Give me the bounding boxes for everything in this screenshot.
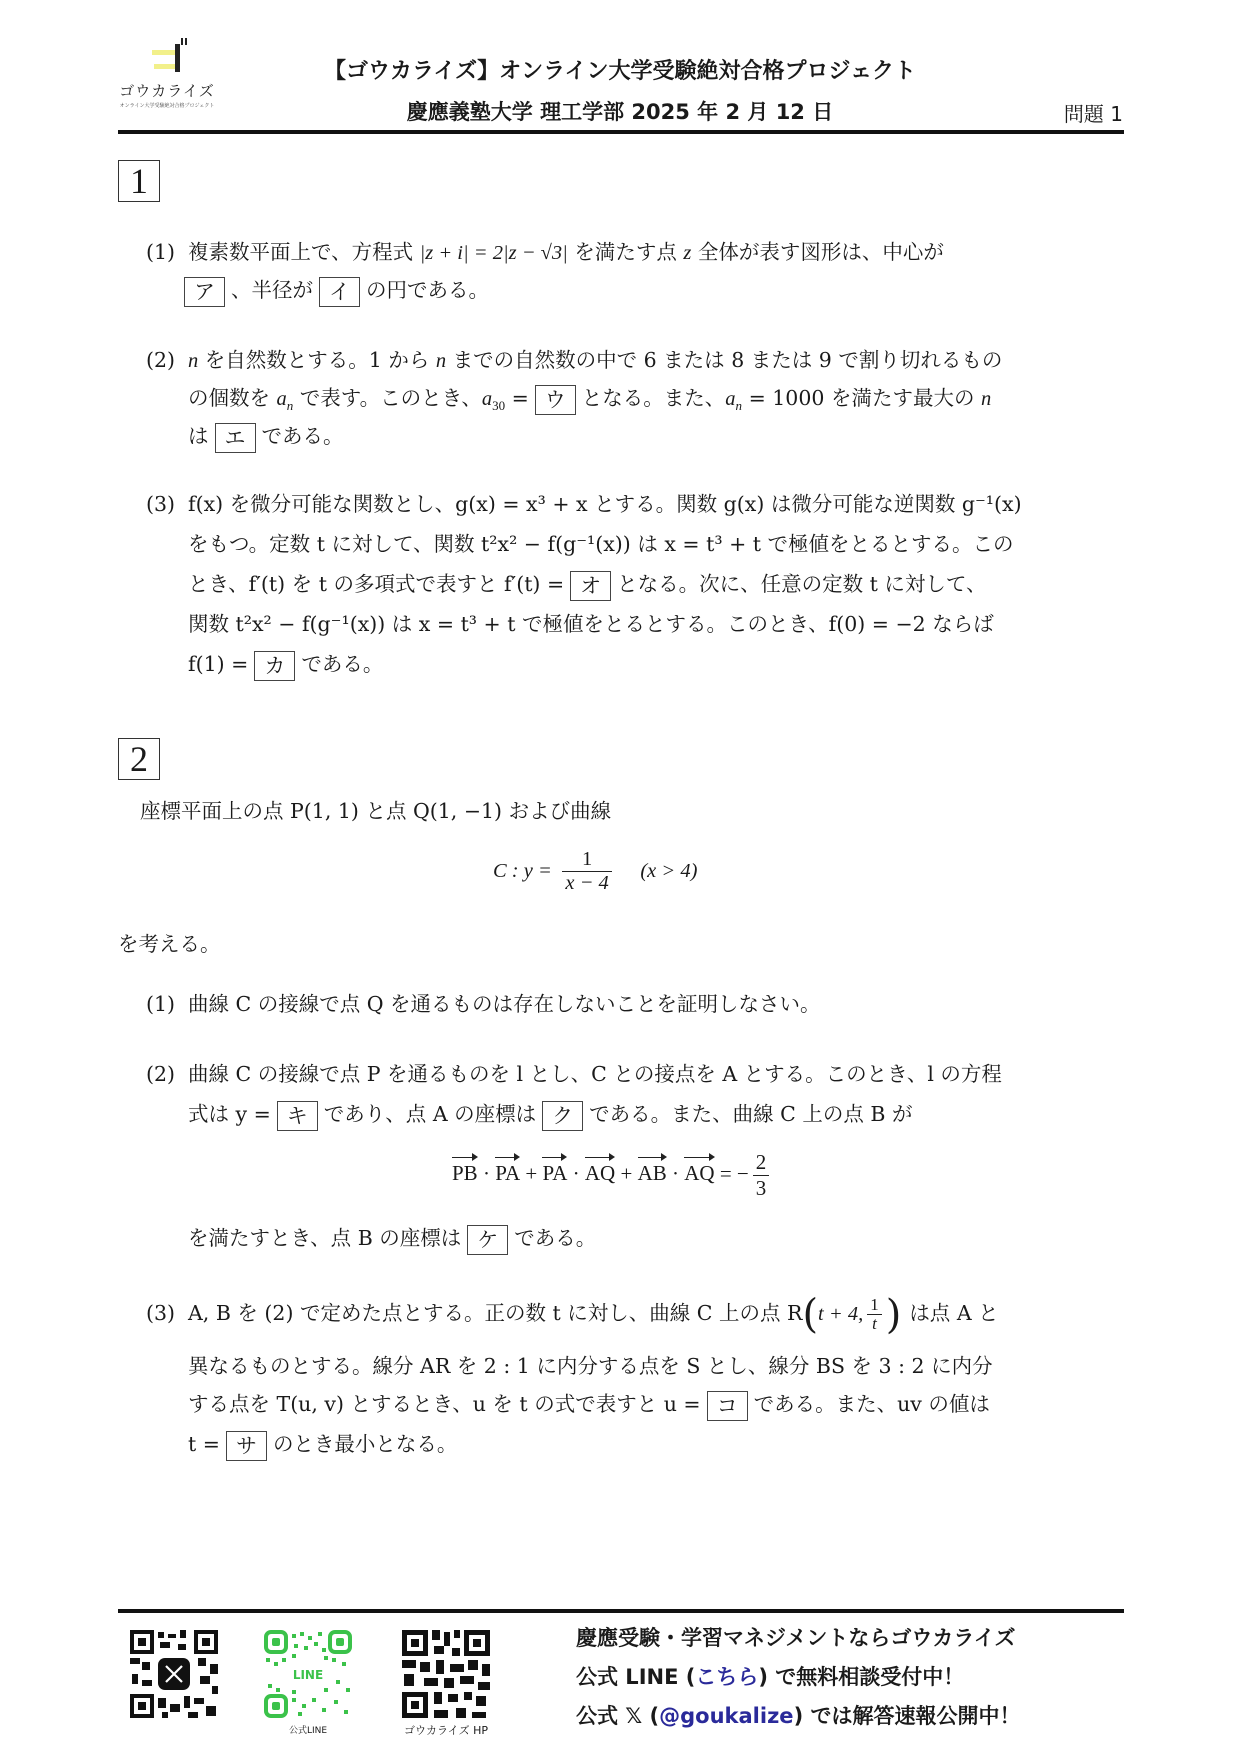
- text: t =: [188, 1432, 220, 1456]
- variable: a: [276, 388, 287, 410]
- s2-q3-line4: [188, 1430, 457, 1461]
- answer-box-sa[interactable]: サ: [226, 1431, 267, 1461]
- s1-q3-line2: をもつ。定数 t に対して、関数 t²x² − f(g⁻¹(x)) は x = t³ + t で極値をとるとする。この: [188, 532, 1014, 556]
- variable: n: [188, 350, 199, 372]
- section-number-1: 1: [118, 160, 160, 202]
- s1-q2-line2: [188, 384, 991, 420]
- question-number: (1): [146, 992, 176, 1016]
- text: 、半径が: [231, 278, 313, 302]
- point-r-x: t + 4,: [818, 1303, 864, 1325]
- curve-equation: [493, 848, 697, 895]
- s1-q1-line1: [146, 238, 944, 267]
- x-qr-code[interactable]: [128, 1628, 220, 1720]
- question-number: (2): [146, 348, 176, 372]
- question-number: (2): [146, 1062, 176, 1086]
- text: の円である。: [366, 278, 489, 302]
- text: とき、f′(t) を t の多項式で表すと f′(t) =: [188, 572, 565, 596]
- answer-box-ki[interactable]: キ: [277, 1101, 318, 1131]
- x-account-link[interactable]: @goukalize: [659, 1704, 794, 1728]
- fraction: [753, 1150, 770, 1201]
- vector-pb: PB: [452, 1161, 478, 1186]
- s2-q2-line1: [146, 1060, 1002, 1088]
- text: である。: [301, 652, 384, 676]
- text: であり、点 A の座標は: [323, 1102, 537, 1126]
- question-number: (1): [146, 240, 176, 264]
- text: である。: [514, 1226, 597, 1250]
- s2-consider: を考える。: [118, 932, 221, 956]
- homepage-qr-code[interactable]: [400, 1628, 492, 1720]
- homepage-qr-caption: ゴウカライズ HP: [404, 1724, 488, 1737]
- vector-pa: PA: [542, 1161, 568, 1186]
- section-number-2: 2: [118, 738, 160, 780]
- text: である。また、曲線 C 上の点 B が: [589, 1102, 913, 1126]
- text: となる。次に、任意の定数 t に対して、: [617, 572, 987, 596]
- problem-label: 問題 1: [1063, 102, 1123, 126]
- text: =: [505, 386, 529, 410]
- answer-box-ka[interactable]: カ: [254, 651, 295, 681]
- answer-box-a[interactable]: ア: [184, 277, 225, 307]
- footer-divider: [118, 1609, 1124, 1613]
- question-number: (3): [146, 1301, 176, 1325]
- s1-q2-line1: [146, 346, 1002, 375]
- text: f(x) を微分可能な関数とし、g(x) = x³ + x とする。関数 g(x) は微分可能な逆関数 g⁻¹(x): [188, 492, 1022, 516]
- text: 全体が表す図形は、中心が: [691, 240, 944, 264]
- numerator: 2: [753, 1150, 770, 1176]
- logo-mark-icon: [148, 36, 192, 78]
- denominator: 3: [755, 1176, 767, 1200]
- text: は: [188, 424, 209, 448]
- variable: z: [683, 242, 692, 264]
- footer-tagline: 慶應受験・学習マネジメントならゴウカライズ: [576, 1626, 1016, 1650]
- s2-q3-line3: [188, 1390, 990, 1421]
- subscript: 30: [492, 398, 506, 414]
- text: A, B を (2) で定めた点とする。正の数 t に対し、曲線 C 上の点 R: [188, 1301, 803, 1325]
- line-link[interactable]: こちら: [695, 1665, 759, 1689]
- exam-subtitle: 慶應義塾大学 理工学部 2025 年 2 月 12 日: [406, 100, 834, 124]
- subscript: n: [286, 398, 294, 414]
- footer-x-cta: [576, 1700, 1020, 1730]
- text: 曲線 C の接線で点 P を通るものを l とし、C との接点を A とする。このとき、l の方程: [188, 1062, 1002, 1086]
- text: である。また、uv の値は: [753, 1392, 990, 1416]
- s2-q3-line1: [146, 1291, 999, 1338]
- vector-pa: PA: [495, 1161, 521, 1186]
- page-title: 【ゴウカライズ】オンライン大学受験絶対合格プロジェクト: [323, 59, 917, 84]
- subscript: n: [735, 398, 743, 414]
- s2-q2-line2: [188, 1100, 912, 1131]
- text: 式は y =: [188, 1102, 271, 1126]
- text: の個数を: [188, 386, 277, 410]
- text: する点を T(u, v) とするとき、u を t の式で表すと u =: [188, 1392, 701, 1416]
- s2-q3-line2: 異なるものとする。線分 AR を 2 : 1 に内分する点を S とし、線分 BS を 3 : 2 に内分: [188, 1354, 993, 1378]
- answer-box-u[interactable]: ウ: [535, 385, 576, 415]
- fraction: [867, 1296, 882, 1333]
- line-qr-caption: 公式LINE: [288, 1726, 328, 1736]
- line-qr-code[interactable]: [262, 1628, 354, 1720]
- vector-aq: AQ: [684, 1161, 715, 1186]
- header-divider: [118, 130, 1124, 134]
- paren-open: (: [802, 1291, 819, 1338]
- s1-q3-line1: [146, 490, 1022, 518]
- text: を満たすとき、点 B の座標は: [188, 1226, 462, 1250]
- answer-box-i[interactable]: イ: [319, 277, 360, 307]
- vector-ab: AB: [637, 1161, 667, 1186]
- equation-lhs: C : y =: [493, 860, 552, 882]
- text: ) で無料相談受付中！: [758, 1665, 965, 1689]
- text: ) では解答速報公開中！: [793, 1704, 1021, 1728]
- line-label: LINE: [292, 1668, 324, 1682]
- footer-line-cta: [576, 1661, 964, 1691]
- s2-q1: [146, 990, 821, 1018]
- variable: a: [725, 388, 736, 410]
- text: のとき最小となる。: [272, 1432, 458, 1456]
- answer-box-o[interactable]: オ: [570, 571, 611, 601]
- s1-q3-line4: 関数 t²x² − f(g⁻¹(x)) は x = t³ + t で極値をとるとする。このとき、f(0) = −2 ならば: [188, 612, 994, 636]
- text: を自然数とする。1 から: [198, 348, 436, 372]
- logo-subtitle: オンライン大学受験絶対合格プロジェクト: [119, 103, 215, 109]
- text: は点 A と: [909, 1301, 999, 1325]
- variable: n: [980, 388, 992, 410]
- text: = 1000 を満たす最大の: [742, 386, 981, 410]
- text: となる。また、: [581, 386, 726, 410]
- text: 公式 𝕏 (: [576, 1704, 660, 1728]
- s1-q2-line3: [188, 422, 344, 453]
- s2-intro: 座標平面上の点 P(1, 1) と点 Q(1, −1) および曲線: [140, 799, 612, 823]
- text: である。: [261, 424, 344, 448]
- numerator: 1: [867, 1296, 882, 1315]
- variable: n: [435, 350, 447, 372]
- s1-q3-line5: [188, 650, 383, 681]
- logo-name: ゴウカライズ: [119, 82, 215, 100]
- s1-q3-line3: [188, 570, 987, 601]
- s2-q2-line3: [188, 1224, 596, 1255]
- question-number: (3): [146, 492, 176, 516]
- variable: a: [481, 388, 493, 410]
- text: 公式 LINE (: [576, 1665, 696, 1689]
- numerator: 1: [562, 848, 611, 872]
- text: までの自然数の中で 6 または 8 または 9 で割り切れるもの: [446, 348, 1003, 372]
- answer-box-ke[interactable]: ケ: [467, 1225, 508, 1255]
- equation: |z + i| = 2|z − √3|: [419, 242, 568, 264]
- s1-q1-line2: [184, 276, 489, 307]
- text: を満たす点: [567, 240, 684, 264]
- equals-minus: = −: [719, 1161, 749, 1186]
- vector-aq: AQ: [584, 1161, 616, 1186]
- answer-box-ko[interactable]: コ: [707, 1391, 748, 1421]
- text: 複素数平面上で、方程式: [188, 240, 420, 264]
- answer-box-e[interactable]: エ: [215, 423, 256, 453]
- answer-box-ku[interactable]: ク: [542, 1101, 583, 1131]
- vector-equation: PB · PA + PA · AQ + AB · AQ = − $\frac{2}{3}$: [452, 1150, 773, 1201]
- domain-condition: (x > 4): [640, 860, 698, 882]
- brand-logo: [112, 36, 222, 116]
- denominator: x − 4: [565, 872, 609, 894]
- denominator: t: [872, 1314, 877, 1333]
- text: f(1) =: [188, 652, 249, 676]
- text: で表す。このとき、: [293, 386, 482, 410]
- text: 曲線 C の接線で点 Q を通るものは存在しないことを証明しなさい。: [188, 992, 821, 1016]
- paren-close: ): [885, 1291, 902, 1338]
- fraction: [562, 848, 611, 895]
